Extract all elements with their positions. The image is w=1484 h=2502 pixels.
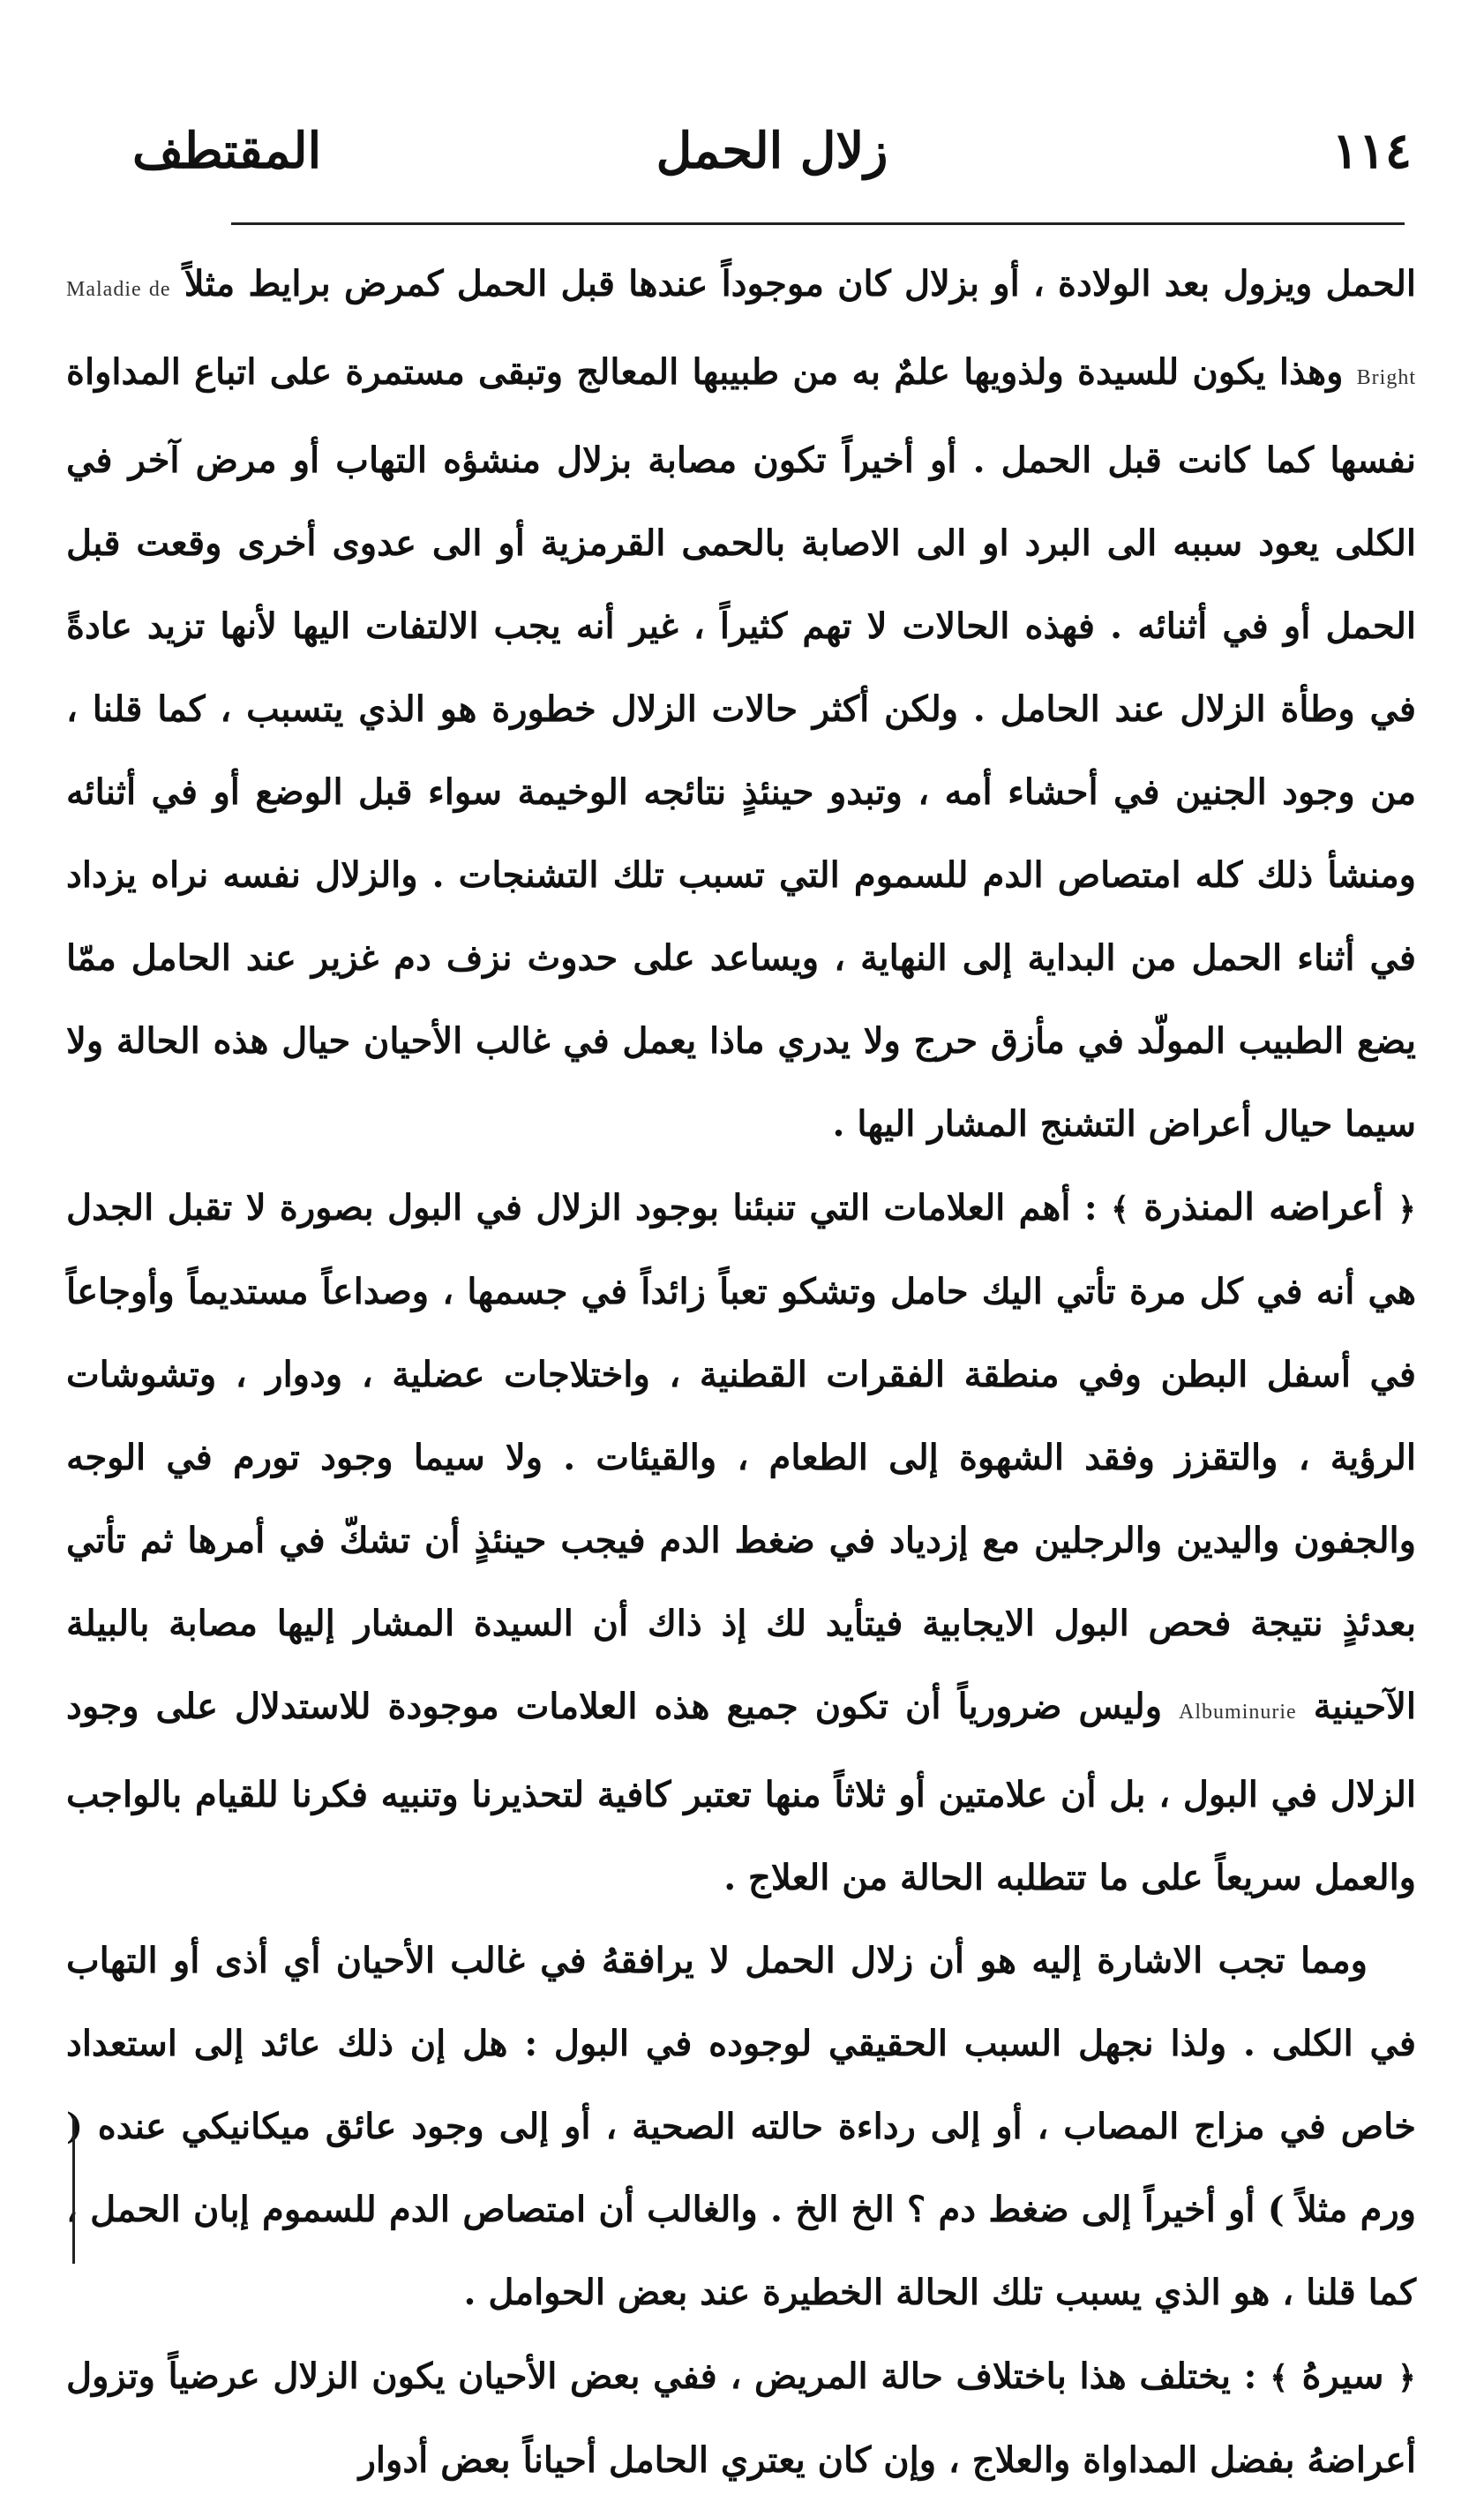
journal-name: المقتطف: [132, 122, 322, 180]
ornament-close: ﴾: [1111, 1191, 1130, 1228]
page-number: ١١٤: [1331, 122, 1412, 180]
paragraph: [66, 1166, 1416, 1920]
latin-term: Albuminurie: [1179, 1701, 1297, 1724]
ornament-open: ﴿: [1397, 1191, 1416, 1228]
body-text-run: وليس ضرورياً أن تكون جميع هذه العلامات موجودة للاستدلال على وجود الزلال في البول ، بل أن علامتين أو ثلاثاً منها تعتبر كافية لتحذيرنا وتنبيه فكرنا للقيام بالواجب والعمل سريعاً على ما تتطلبه الحالة من العلاج .: [66, 1686, 1416, 1898]
body-text-run: : أهم العلامات التي تنبئنا بوجود الزلال في البول بصورة لا تقبل الجدل هي أنه في كل مرة تأتي اليك حامل وتشكو تعباً زائداً في جسمها ، وصداعاً مستديماً وأوجاعاً في أسفل البطن وفي منطقة الفقرات القطنية ، واختلاجات عضلية ، ودوار ، وتشوشات الرؤية ، والتقزز وفقد الشهوة إلى الطعام ، والقيئات . ولا سيما وجود تورم في الوجه والجفون واليدين والرجلين مع إزدياد في ضغط الدم فيجب حينئذٍ أن تشكّ في أمرها ثم تأتي بعدئذٍ نتيجة فحص البول الايجابية فيتأيد لك إذ ذاك أن السيدة المشار إليها مصابة بالبيلة الآحينية: [66, 1187, 1416, 1727]
body-text-run: ومما تجب الاشارة إليه هو أن زلال الحمل لا يرافقهُ في غالب الأحيان أي أذى أو التهاب في الكلى . ولذا نجهل السبب الحقيقي لوجوده في البول : هل إن ذلك عائد إلى استعداد خاص في مزاج المصاب ، أو إلى رداءة حالته الصحية ، أو إلى وجود عائق ميكانيكي عنده ( ورم مثلاً ) أو أخيراً إلى ضغط دم ؟ الخ الخ . والغالب أن امتصاص الدم للسموم إبان الحمل ، كما قلنا ، هو الذي يسبب تلك الحالة الخطيرة عند بعض الحوامل .: [66, 1940, 1416, 2313]
section-heading: [1270, 2354, 1416, 2397]
paragraph: [66, 243, 1416, 1166]
page-header: [132, 122, 1412, 201]
section-heading-text: سيرهُ: [1288, 2354, 1398, 2397]
body-text-run: وهذا يكون للسيدة ولذويها علمٌ به من طبيبها المعالج وتبقى مستمرة على اتباع المداواة نفسها كما كانت قبل الحمل . أو أخيراً تكون مصابة بزلال منشؤه التهاب أو مرض آخر في الكلى يعود سببه الى البرد او الى الاصابة بالحمى القرمزية أو الى عدوى أخرى وقعت قبل الحمل أو في أثنائه . فهذه الحالات لا تهم كثيراً ، غير أنه يجب الالتفات اليها لأنها تزيد عادةً في وطأة الزلال عند الحامل . ولكن أكثر حالات الزلال خطورة هو الذي يتسبب ، كما قلنا ، من وجود الجنين في أحشاء أمه ، وتبدو حينئذٍ نتائجه الوخيمة سواء قبل الوضع أو في أثنائه ومنشأ ذلك كله امتصاص الدم للسموم التي تسبب تلك التشنجات . والزلال نفسه نراه يزداد في أثناء الحمل من البداية إلى النهاية ، ويساعد على حدوث نزف دم غزير عند الحامل ممّا يضع الطبيب المولّد في مأزق حرج ولا يدري ماذا يعمل في غالب الأحيان حيال هذه الحالة ولا سيما حيال أعراض التشنج المشار اليها .: [66, 351, 1417, 1145]
paragraph: [66, 1920, 1416, 2334]
body-text: [66, 243, 1416, 2502]
margin-line: [72, 2118, 75, 2264]
body-text-run: : يختلف هذا باختلاف حالة المريض ، ففي بعض الأحيان يكون الزلال عرضياً وتزول أعراضهُ بفضل المداواة والعلاج ، وإن كان يعتري الحامل أحياناً بعض أدوار: [66, 2355, 1416, 2481]
body-text-run: الحمل ويزول بعد الولادة ، أو بزلال كان موجوداً عندها قبل الحمل كمرض برايط مثلاً: [170, 263, 1416, 304]
header-rule: [231, 222, 1405, 225]
latin-term: Maladie de Bright: [66, 278, 1416, 389]
section-heading: [1111, 1185, 1416, 1228]
paragraph: [66, 2334, 1416, 2502]
ornament-open: ﴿: [1397, 2359, 1416, 2396]
running-title: زلال الحمل: [656, 122, 888, 180]
section-heading-text: أعراضه المنذرة: [1129, 1185, 1398, 1228]
ornament-close: ﴾: [1270, 2359, 1289, 2396]
